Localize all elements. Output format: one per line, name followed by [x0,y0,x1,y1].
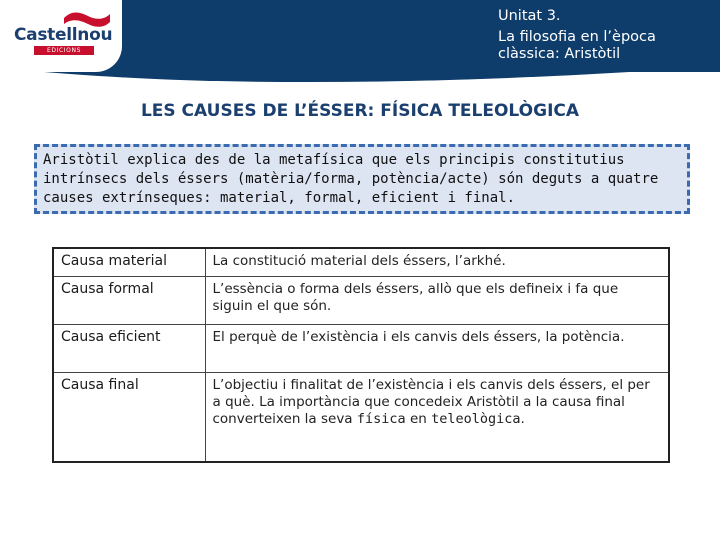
logo-text: Castellnou [14,25,113,45]
cause-description: El perquè de l’existència i els canvis dels éssers, la potència. [205,324,669,372]
cause-desc-text: . [520,410,525,427]
table-row [53,276,669,324]
cause-desc-emphasis: teleològica [431,410,521,427]
logo-subtitle: EDICIONS [34,46,94,55]
publisher-logo [0,0,122,72]
cause-name: Causa final [53,372,205,462]
cause-description: L’essència o forma dels éssers, allò que els defineix i fa que siguin el que són. [205,276,669,324]
unit-number: Unitat 3. [498,8,561,24]
cause-desc-text: en [405,410,432,427]
causes-table [52,247,670,463]
cause-desc-text: L’objectiu i finalitat de l’existència i els canvis dels éssers, el per a què. La importància que concedeix Aristòtil a la causa final converteixen la seva [212,376,650,427]
unit-label [498,8,718,63]
cause-desc-emphasis: física [356,410,406,427]
cause-description [205,372,669,462]
table-row [53,324,669,372]
unit-title: La filosofia en l’època clàssica: Aristòtil [498,29,656,62]
cause-name: Causa material [53,248,205,276]
cause-description: La constitució material dels éssers, l’arkhé. [205,248,669,276]
table-row [53,372,669,462]
cause-name: Causa formal [53,276,205,324]
cause-name: Causa eficient [53,324,205,372]
page-title: LES CAUSES DE L’ÉSSER: FÍSICA TELEOLÒGICA [140,101,580,121]
table-row [53,248,669,276]
intro-box: Aristòtil explica des de la metafísica que els principis constitutius intrínsecs dels éssers (matèria/forma, potència/acte) són deguts a quatre causes extrínseques: material, formal, eficient i final. [34,144,690,214]
